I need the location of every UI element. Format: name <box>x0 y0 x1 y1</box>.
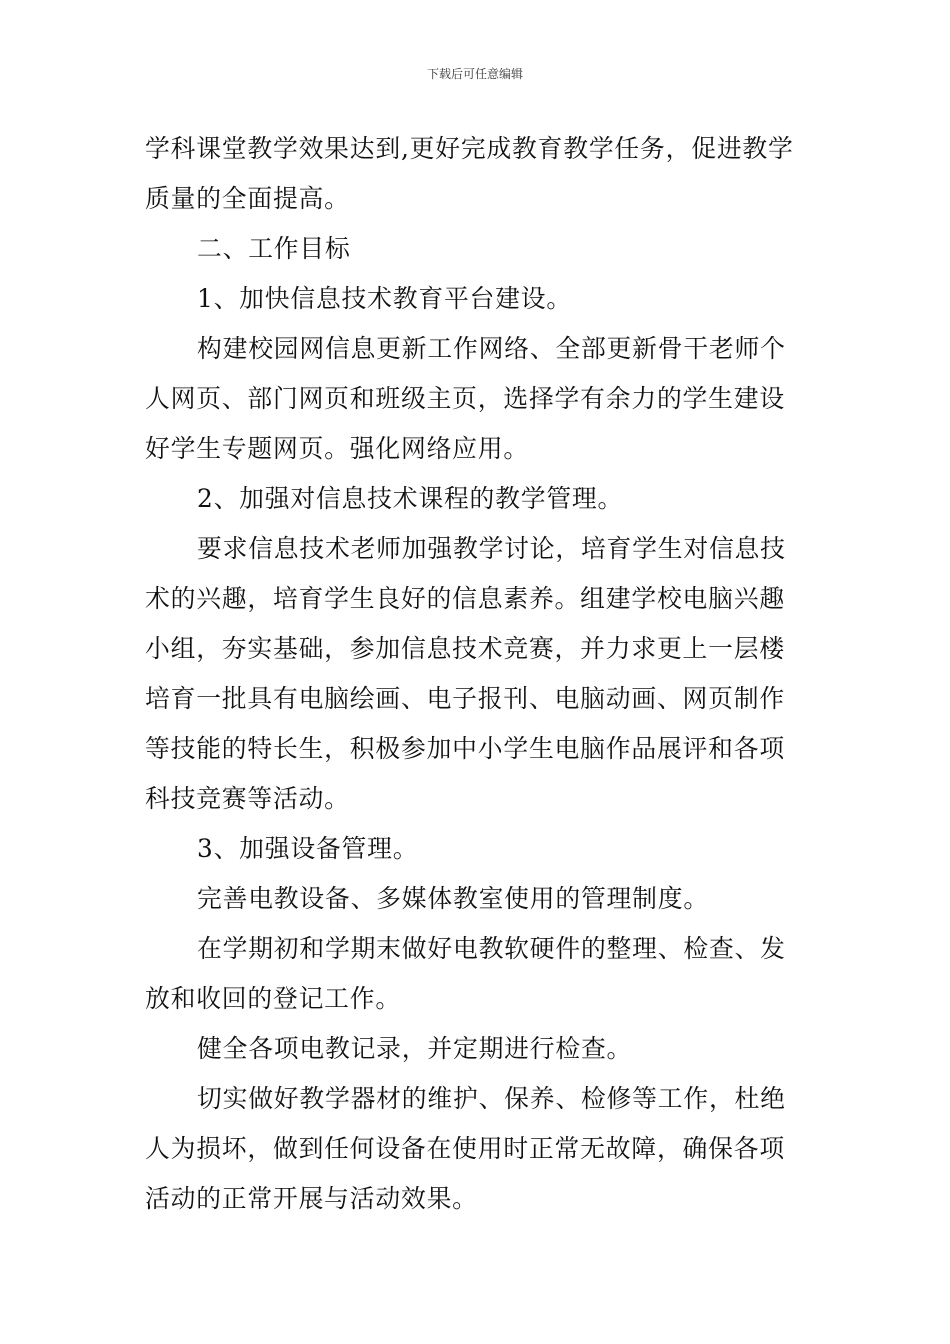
paragraph-item-3-inventory <box>145 924 807 1024</box>
text-line: 要求信息技术老师加强教学讨论，培育学生对信息技 <box>197 534 786 563</box>
text-line: 完善电教设备、多媒体教室使用的管理制度。 <box>197 884 709 913</box>
text-line: 人网页、部门网页和班级主页，选择学有余力的学生建设 <box>145 384 785 413</box>
page-header-watermark: 下载后可任意编辑 <box>426 67 523 81</box>
text-line: 1、加快信息技术教育平台建设。 <box>197 284 572 313</box>
section-heading-work-goals <box>145 224 807 274</box>
text-line: 放和收回的登记工作。 <box>145 984 401 1013</box>
text-line: 3、加强设备管理。 <box>197 834 419 863</box>
text-line: 健全各项电教记录，并定期进行检查。 <box>197 1034 633 1063</box>
text-line: 2、加强对信息技术课程的教学管理。 <box>197 484 624 513</box>
document-body <box>145 124 807 1224</box>
text-line: 科技竞赛等活动。 <box>145 784 350 813</box>
paragraph-item-1-body <box>145 324 807 474</box>
paragraph-item-2-body <box>145 524 807 824</box>
text-line: 好学生专题网页。强化网络应用。 <box>145 434 529 463</box>
paragraph-intro-continuation <box>145 124 807 224</box>
paragraph-item-3-rules <box>145 874 807 924</box>
text-line: 术的兴趣，培育学生良好的信息素养。组建学校电脑兴趣 <box>145 584 785 613</box>
text-line: 活动的正常开展与活动效果。 <box>145 1184 478 1213</box>
text-line: 人为损坏，做到任何设备在使用时正常无故障，确保各项 <box>145 1134 785 1163</box>
text-line: 二、工作目标 <box>197 234 351 263</box>
text-line: 构建校园网信息更新工作网络、全部更新骨干老师个 <box>197 334 786 363</box>
item-heading-1 <box>145 274 807 324</box>
text-line: 小组，夯实基础，参加信息技术竞赛，并力求更上一层楼 <box>145 634 785 663</box>
text-line: 在学期初和学期末做好电教软硬件的整理、检查、发 <box>197 934 786 963</box>
text-line: 质量的全面提高。 <box>145 184 350 213</box>
item-heading-2 <box>145 474 807 524</box>
text-line: 切实做好教学器材的维护、保养、检修等工作，杜绝 <box>197 1084 786 1113</box>
item-heading-3 <box>145 824 807 874</box>
paragraph-item-3-maintenance <box>145 1074 807 1224</box>
text-line: 培育一批具有电脑绘画、电子报刊、电脑动画、网页制作 <box>145 684 785 713</box>
text-line: 学科课堂教学效果达到,更好完成教育教学任务，促进教学 <box>145 134 794 163</box>
text-line: 等技能的特长生，积极参加中小学生电脑作品展评和各项 <box>145 734 785 763</box>
paragraph-item-3-records <box>145 1024 807 1074</box>
